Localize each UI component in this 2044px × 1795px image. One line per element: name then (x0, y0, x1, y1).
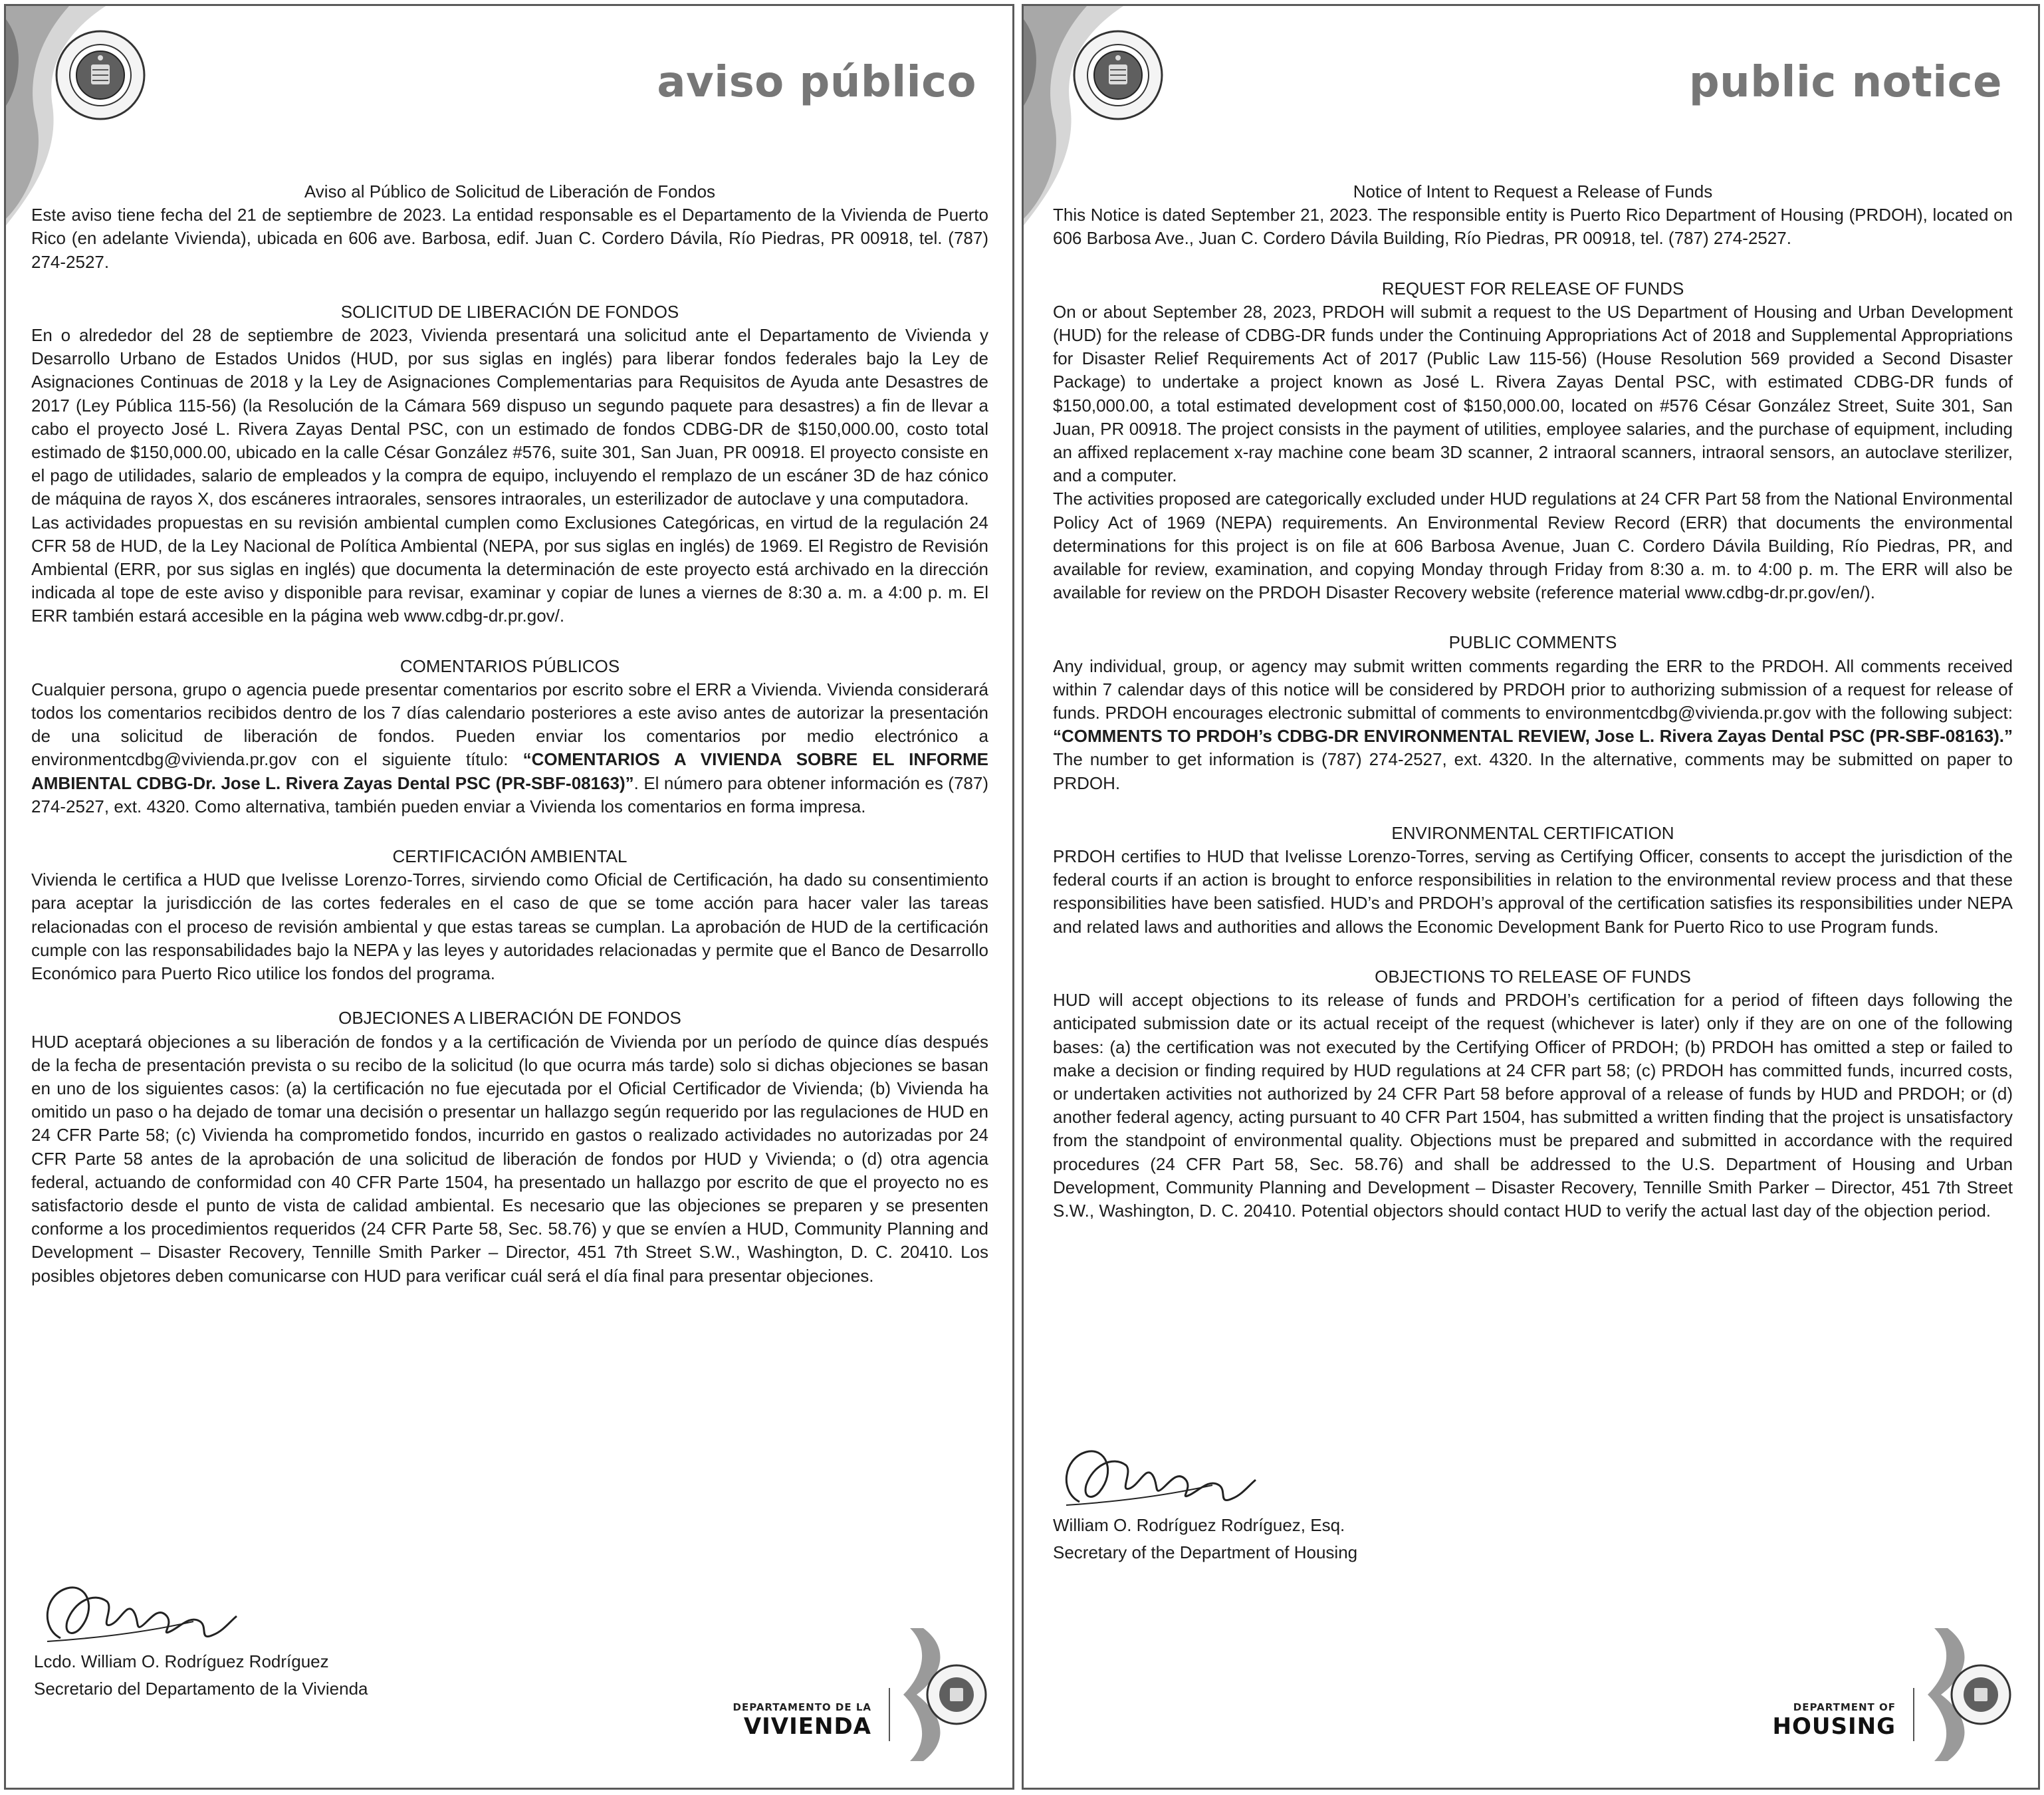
comments-paragraph: Any individual, group, or agency may submit written comments regarding the ERR to the PRDOH. All comments received within 7 calendar days of this notice will be considered by PRDOH prior to authorizing submission of a request for release of funds. PRDOH encourages electronic submittal of comments to environmentcdbg@vivienda.pr.gov with the following subject: “COMMENTS TO PRDOH’s CDBG-DR ENVIRONMENTAL REVIEW, Jose L. Rivera Zayas Dental PSC (PR-SBF-08163).” The number to get information is (787) 274-2527, ext. 4320. In the alternative, comments may be submitted on paper to PRDOH. (1053, 656, 2013, 793)
release-paragraph: En o alrededor del 28 de septiembre de 2023, Vivienda presentará una solicitud ante el Departamento de Vivienda y Desarrollo Urbano de Estados Unidos (HUD, por sus siglas en inglés) para liberar fondos federales bajo la Ley de Asignaciones Continuas de 2018 y la Ley de Asignaciones Complementarias para Requisitos de Ayuda ante Desastres de 2017 (Ley Pública 115-56) (la Resolución de la Cámara 569 dispuso un segundo paquete para desastres) a fin de llevar a cabo el proyecto José L. Rivera Zayas Dental PSC, con un estimado de fondos CDBG-DR de $150,000.00, costo total estimado de $150,000.00, ubicado en la calle César González #576, suite 301, San Juan, PR 00918. El proyecto consiste en el pago de utilidades, salario de empleados y la compra de equipo, incluyendo el remplazo de un escáner 3D de haz cónico de máquina de rayos X, dos escáneres intraorales, sensores intraorales, un esterilizador de autoclave y una computadora. (31, 325, 988, 509)
exclusions-paragraph: The activities proposed are categorically excluded under HUD regulations at 24 CFR Part 58 from the National Environmental Policy Act of 1969 (NEPA) requirements. An Environmental Review Record (ERR) that documents the environmental determinations for this project is on file at 606 Barbosa Avenue, Juan C. Cordero Dávila Building, Río Piedras, PR, and available for review, examination, and copying Monday through Friday from 8:30 a. m. to 4:00 p. m. The ERR will also be available for review on the PRDOH Disaster Recovery website (reference material www.cdbg-dr.pr.gov/en/). (1053, 489, 2013, 603)
spanish-notice-panel (4, 4, 1014, 1790)
logo-small-text: DEPARTAMENTO DE LA (733, 1701, 871, 1713)
exclusions-paragraph: Las actividades propuestas en su revisión ambiental cumplen como Exclusiones Categóricas, en virtud de la regulación 24 CFR 58 de HUD, de la Ley Nacional de Política Ambiental (NEPA, por sus siglas en inglés) de 1969. El Registro de Revisión Ambiental (ERR, por sus siglas en inglés) que documenta la determinación de este proyecto está archivado en la dirección indicada al tope de este aviso y disponible para revisar, examinar y copiar de lunes a viernes de 8:30 a. m. a 4:00 p. m. El ERR también estará accesible en la página web www.cdbg-dr.pr.gov/. (31, 512, 988, 626)
section-heading-comments: PUBLIC COMMENTS (1448, 632, 1617, 653)
puerto-rico-seal-icon (1072, 29, 1165, 122)
comments-subject: “COMMENTS TO PRDOH’s CDBG-DR ENVIRONMENTAL REVIEW, Jose L. Rivera Zayas Dental PSC (PR-SBF-08163).” (1053, 726, 2013, 747)
signature-block (1053, 1439, 1357, 1566)
notice-body (31, 180, 988, 1288)
notice-heading: Aviso al Público de Solicitud de Liberación de Fondos (304, 181, 716, 201)
section-heading-certification: CERTIFICACIÓN AMBIENTAL (392, 846, 627, 867)
intro-paragraph: Este aviso tiene fecha del 21 de septiembre de 2023. La entidad responsable es el Departamento de la Vivienda de Puerto Rico (en adelante Vivienda), ubicada en 606 ave. Barbosa, edif. Juan C. Cordero Dávila, Río Piedras, PR 00918, tel. (787) 274-2527. (31, 205, 988, 272)
certification-paragraph: PRDOH certifies to HUD that Ivelisse Lorenzo-Torres, serving as Certifying Officer, consents to accept the jurisdiction of the federal courts if an action is brought to enforce responsibilities in relation to the environmental review process and that these responsibilities have been satisfied. HUD’s and PRDOH’s approval of the certification satisfies its responsibilities under NEPA and related laws and authorities and allows the Economic Development Bank for Puerto Rico to use Program funds. (1053, 846, 2013, 937)
section-heading-comments: COMENTARIOS PÚBLICOS (399, 656, 620, 676)
release-paragraph: On or about September 28, 2023, PRDOH will submit a request to the US Department of Housing and Urban Development (HUD) for the release of CDBG-DR funds under the Continuing Appropriations Act of 2018 and Supplemental Appropriations for Disaster Relief Requirements Act of 2017 (Public Law 115-56) (House Resolution 569 provided a Second Disaster Package) to undertake a project known as José L. Rivera Zayas Dental PSC, with estimated CDBG-DR funds of $150,000.00, a total estimated development cost of $150,000.00, located on #576 César González Street, Suite 301, San Juan, PR 00918. The project consists in the payment of utilities, employee salaries, and the purchase of equipment, including an affixed replacement x-ray machine cone beam 3D scanner, 2 intraoral scanners, intraoral sensors, an autoclave sterilizer, and a computer. (1053, 301, 2013, 486)
signer-name: Lcdo. William O. Rodríguez Rodríguez (34, 1651, 329, 1671)
section-heading-release: SOLICITUD DE LIBERACIÓN DE FONDOS (340, 301, 679, 322)
notice-body (1053, 180, 2013, 1223)
signer-name: William O. Rodríguez Rodríguez, Esq. (1053, 1515, 1345, 1535)
signer-title: Secretary of the Department of Housing (1053, 1542, 1358, 1562)
certification-paragraph: Vivienda le certifica a HUD que Ivelisse Lorenzo-Torres, sirviendo como Oficial de Certificación, ha dado su consentimiento para aceptar la jurisdicción de las cortes federales en el caso de que se tome acción para hacer valer las tareas relacionadas con el proceso de revisión ambiental y que estas tareas se cumplan. La aprobación de HUD de la certificación cumple con las responsabilidades bajo la NEPA y las leyes y autoridades relacionadas y permite que el Banco de Desarrollo Económico para Puerto Rico utilice los fondos del programa. (31, 870, 988, 984)
signer-title: Secretario del Departamento de la Vivienda (34, 1679, 368, 1699)
objections-paragraph: HUD aceptará objeciones a su liberación de fondos y a la certificación de Vivienda por un período de quince días después de la fecha de presentación prevista o su recibo de la solicitud (lo que ocurra más tarde) solo si dichas objeciones se basan en uno de los siguientes casos: (a) la certificación no fue ejecutada por el Oficial Certificador de Vivienda; (b) Vivienda ha omitido un paso o ha dejado de tomar una decisión o presentar un hallazgo según requerido por las regulaciones de HUD en 24 CFR Parte 58; (c) Vivienda ha comprometido fondos, incurrido en gastos o realizado actividades no autorizadas por 24 CFR Parte 58 antes de la aprobación de una solicitud de liberación de fondos por HUD y Vivienda; o (d) otra agencia federal, actuando de conformidad con 40 CFR Parte 1504, ha presentado un hallazgo por escrito de que el proyecto no es satisfactorio desde el punto de vista de calidad ambiental. Es necesario que las objeciones se preparen y se presenten conforme a los procedimientos requeridos (24 CFR Parte 58, Sec. 58.76) y que se envíen a HUD, Community Planning and Development – Disaster Recovery, Tennille Smith Parker – Director, 451 7th Street S.W., Washington, D. C. 20410. Los posibles objetores deben comunicarse con HUD para verificar cuál será el día final para presentar objeciones. (31, 1031, 988, 1286)
logo-divider (1913, 1688, 1914, 1741)
section-heading-release: REQUEST FOR RELEASE OF FUNDS (1381, 278, 1684, 299)
section-heading-certification: ENVIRONMENTAL CERTIFICATION (1391, 822, 1674, 843)
department-emblem-icon (1928, 1628, 2014, 1761)
department-emblem-icon (903, 1628, 990, 1761)
signature-block (34, 1575, 368, 1703)
logo-small-text: DEPARTMENT OF (1793, 1701, 1896, 1713)
intro-paragraph: This Notice is dated September 21, 2023. The responsible entity is Puerto Rico Department of Housing (PRDOH), located on 606 Barbosa Ave., Juan C. Cordero Dávila Building, Río Piedras, PR 00918, tel. (787) 274-2527. (1053, 205, 2013, 249)
english-notice-panel (1022, 4, 2040, 1790)
section-heading-objections: OBJECTIONS TO RELEASE OF FUNDS (1375, 966, 1691, 987)
comments-subject: “COMENTARIOS A VIVIENDA SOBRE EL INFORME AMBIENTAL CDBG-Dr. Jose L. Rivera Zayas Dental PSC (PR-SBF-08163)” (31, 749, 989, 793)
section-heading-objections: OBJECIONES A LIBERACIÓN DE FONDOS (338, 1008, 681, 1028)
logo-big-text: HOUSING (1772, 1713, 1896, 1740)
signature-image (1053, 1439, 1266, 1512)
logo-divider (889, 1688, 890, 1741)
housing-logo (1722, 1628, 2014, 1761)
vivienda-logo (697, 1628, 990, 1761)
objections-paragraph: HUD will accept objections to its release of funds and PRDOH’s certification for a period of fifteen days following the anticipated submission date or its actual receipt of the request (whichever is later) only if they are on one of the following bases: (a) the certification was not executed by the Certifying Officer of PRDOH; (b) PRDOH has omitted a step or failed to make a decision or finding required by HUD regulations at 24 CFR part 58; (c) PRDOH has committed funds, incurred costs, or undertaken activities not authorized by 24 CFR Part 58 before approval of a release of funds by HUD and PRDOH; or (d) another federal agency, acting pursuant to 40 CFR Part 1504, has submitted a written finding that the project is unsatisfactory from the standpoint of environmental quality. Objections must be prepared and submitted in accordance with the required procedures (24 CFR Part 58, Sec. 58.76) and shall be addressed to the U.S. Department of Housing and Urban Development, Community Planning and Development – Disaster Recovery, Tennille Smith Parker – Director, 451 7th Street S.W., Washington, D. C. 20410. Potential objectors should contact HUD to verify the actual last day of the objection period. (1053, 990, 2013, 1221)
notice-heading: Notice of Intent to Request a Release of Funds (1353, 181, 1713, 201)
comments-paragraph: Cualquier persona, grupo o agencia puede presentar comentarios por escrito sobre el ERR a Vivienda. Vivienda considerará todos los comentarios recibidos dentro de los 7 días calendario posteriores a este aviso antes de autorizar la presentación de una solicitud de liberación de fondos. Pueden enviar los comentarios por medio electrónico a environmentcdbg@vivienda.pr.gov con el siguiente título: “COMENTARIOS A VIVIENDA SOBRE EL INFORME AMBIENTAL CDBG-Dr. Jose L. Rivera Zayas Dental PSC (PR-SBF-08163)”. El número para obtener información es (787) 274-2527, ext. 4320. Como alternativa, también pueden enviar a Vivienda los comentarios en forma impresa. (31, 679, 989, 816)
notice-title: public notice (1688, 58, 2002, 107)
signature-image (34, 1575, 247, 1648)
logo-big-text: VIVIENDA (743, 1713, 871, 1740)
notice-title: aviso público (657, 58, 976, 107)
puerto-rico-seal-icon (54, 29, 147, 122)
